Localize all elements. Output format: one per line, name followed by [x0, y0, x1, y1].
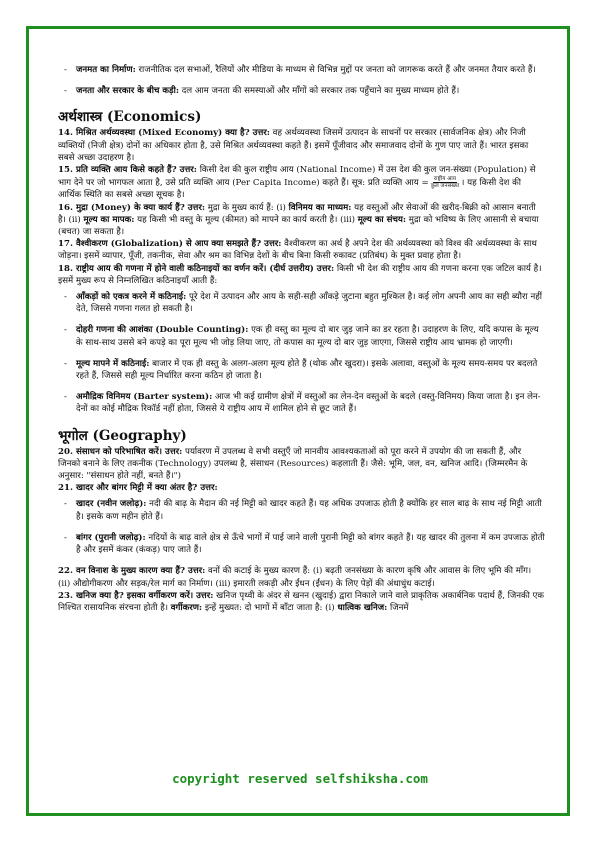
section-heading-economics: अर्थशास्त्र (Economics) [58, 109, 202, 126]
list-item: - बांगर (पुरानी जलोढ़): नदियों के बाढ़ वाले क्षेत्र से ऊँचे भागों में पाई जाने वाली पुरानी मिट्टी को बांगर कहते हैं। यह खादर की तुलना में कम उपजाऊ होती है और इसमें कंकर (कंकड़) पाए जाते हैं। [64, 532, 545, 556]
document-body [58, 64, 546, 614]
list-item: - अमौद्रिक विनिमय (Barter system): आज भी कई ग्रामीण क्षेत्रों में वस्तुओं का लेन-देन वस्तुओं के बदले (वस्तु-विनिमय) किया जाता है। इन लेन-देनों का कोई मौद्रिक रिकॉर्ड नहीं होता, जिससे ये राष्ट्रीय आय में शामिल होने से छूट जाते हैं। [64, 392, 541, 415]
section-heading-geography: भूगोल (Geography) [58, 427, 187, 444]
question-16: 16. मुद्रा (Money) के क्या कार्य हैं? उत्तर: मुद्रा के मुख्य कार्य हैं: (i) विनिमय का माध्यम: यह वस्तुओं और सेवाओं की खरीद-बिक्री को आसान बनाती है। (ii) मूल्य का मापक: यह किसी भी वस्तु के मूल्य (कीमत) को मापने का कार्य करती है। (iii) मूल्य का संचय: मुद्रा को भविष्य के लिए आसानी से बचाया (बचत) जा सकता है। [58, 202, 539, 238]
question-14: 14. मिश्रित अर्थव्यवस्था (Mixed Economy) क्या है? उत्तर: वह अर्थव्यवस्था जिसमें उत्पादन के साधनों पर सरकार (सार्वजनिक क्षेत्र) और निजी व्यक्तियों (निजी क्षेत्र) दोनों का अधिकार होता है, उसे मिश्रित अर्थव्यवस्था कहते हैं। इसमें पूँजीवाद और समाजवाद दोनों के गुण पाए जाते हैं। भारत इसका सबसे अच्छा उदाहरण है। [58, 128, 529, 163]
list-item: - जनमत का निर्माण: राजनीतिक दल सभाओं, रैलियों और मीडिया के माध्यम से विभिन्न मुद्दों पर जनता को जागरूक करते हैं और जनमत तैयार करते हैं। [64, 65, 536, 75]
question-17: 17. वैश्वीकरण (Globalization) से आप क्या समझते हैं? उत्तर: वैश्वीकरण का अर्थ है अपने देश की अर्थव्यवस्था को विश्व की अर्थव्यवस्था के साथ जोड़ना। इसमें व्यापार, पूँजी, तकनीक, सेवा और श्रम का विभिन्न देशों के बीच बिना किसी रुकावट (प्रतिबंध) के मुक्त प्रवाह होता है। [58, 239, 537, 262]
list-item: - जनता और सरकार के बीच कड़ी: दल आम जनता की समस्याओं और माँगों को सरकार तक पहुँचाने का मुख्य माध्यम होते हैं। [64, 86, 460, 97]
copyright-footer: copyright reserved selfshiksha.com [172, 771, 428, 786]
list-item: - आँकड़ों को एकत्र करने में कठिनाई: पूरे देश में उत्पादन और आय के सही-सही आँकड़े जुटाना बहुत मुश्किल है। कई लोग अपनी आय का सही ब्यौरा नहीं देते, जिससे गणना गलत हो सकती है। [64, 292, 543, 315]
question-22: 22. वन विनाश के मुख्य कारण क्या हैं? उत्तर: वनों की कटाई के मुख्य कारण हैं: (i) बढ़ती जनसंख्या के कारण कृषि और आवास के लिए भूमि की माँग। (ii) औद्योगीकरण और सड़क/रेल मार्ग का निर्माण। (iii) इमारती लकड़ी और ईंधन (ईंधन) के लिए पेड़ों की अंधाधुंध कटाई। [58, 566, 532, 589]
question-23: 23. खनिज क्या है? इसका वर्गीकरण करें। उत्तर: खनिज पृथ्वी के अंदर से खनन (खुदाई) द्वारा निकाले जाने वाले प्राकृतिक अकार्बनिक पदार्थ हैं, जिनकी एक निश्चित रासायनिक संरचना होती है। वर्गीकरण: इन्हें मुख्यत: दो भागों में बाँटा जाता है: (i) धात्विक खनिज: जिनमें [58, 590, 544, 613]
question-15: 15. प्रति व्यक्ति आय किसे कहते हैं? उत्तर: किसी देश की कुल राष्ट्रीय आय (National Income) में उस देश की कुल जन-संख्या (Population) से भाग देने पर जो भागफल आता है, उसे प्रति व्यक्ति आय (Per Capita Income) कहते हैं। सूत्र: प्रति व्यक्ति आय = $\frac{\text{राष्ट्रीय आय}}{\text{कुल जनसंख्या}}$ । यह किसी देश की आर्थिक स्थिति का सबसे अच्छा सूचक है। [58, 165, 536, 201]
list-item: - खादर (नवीन जलोढ़): नदी की बाढ़ के मैदान की नई मिट्टी को खादर कहते हैं। यह अधिक उपजाऊ होती है क्योंकि हर साल बाढ़ के साथ नई मिट्टी आती है। इसके कण महीन होते हैं। [64, 499, 542, 522]
formula-fraction: $\frac{\text{राष्ट्रीय आय}}{\text{कुल जनसंख्या}}$ [430, 176, 460, 190]
question-18: 18. राष्ट्रीय आय की गणना में होने वाली कठिनाइयों का वर्णन करें। (दीर्घ उत्तरीय) उत्तर: किसी भी देश की राष्ट्रीय आय की गणना करना एक जटिल कार्य है। इसमें मुख्य रूप से निम्नलिखित कठिनाइयाँ आती हैं: [58, 263, 542, 286]
question-20: 20. संसाधन को परिभाषित करें। उत्तर: पर्यावरण में उपलब्ध वे सभी वस्तुएँ जो मानवीय आवश्यकताओं को पूरा करने में उपयोग की जा सकती हैं, और जिनको बनाने के लिए तकनीक (Technology) उपलब्ध है, संसाधन (Resources) कहलाती हैं। जैसे: भूमि, जल, वन, खनिज आदि। (जिम्मरमैन के अनुसार: "संसाधन होते नहीं, बनते हैं।") [58, 446, 528, 482]
list-item: - मूल्य मापने में कठिनाई: बाजार में एक ही वस्तु के अलग-अलग मूल्य होते हैं (थोक और खुदरा)। इसके अलावा, वस्तुओं के मूल्य समय-समय पर बदलते रहते हैं, जिससे सही मूल्य निर्धारित करना कठिन हो जाता है। [64, 358, 538, 382]
list-item: - दोहरी गणना की आशंका (Double Counting): एक ही वस्तु का मूल्य दो बार जुड़ जाने का डर रहता है। उदाहरण के लिए, यदि कपास के मूल्य के साथ-साथ उससे बने कपड़े का पूरा मूल्य भी जोड़ लिया जाए, तो कपास का मूल्य दो बार जुड़ जाएगा, जिससे राष्ट्रीय आय भ्रामक हो जाएगी। [64, 325, 539, 348]
question-21: 21. खादर और बांगर मिट्टी में क्या अंतर है? उत्तर: [58, 483, 218, 494]
